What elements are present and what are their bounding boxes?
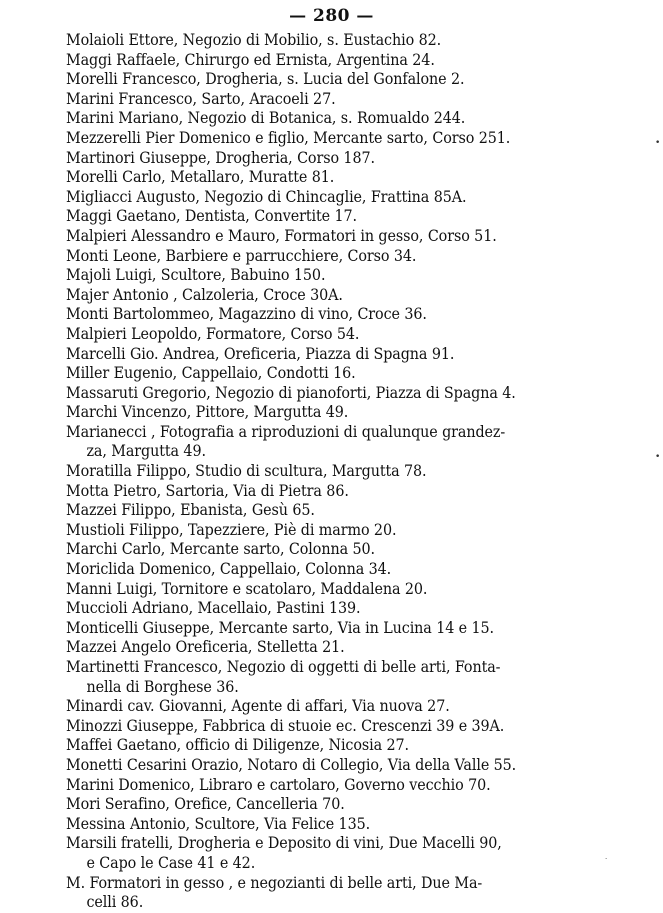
directory-entry bbox=[66, 109, 545, 129]
entry-text: Majer Antonio , Calzoleria, Croce 30A. bbox=[66, 285, 343, 304]
directory-entry bbox=[66, 168, 545, 188]
page-number: — 280 — bbox=[289, 6, 374, 26]
entry-text: Monticelli Giuseppe, Mercante sarto, Via in Lucina 14 e 15. bbox=[66, 618, 495, 637]
entry-text: Moriclida Domenico, Cappellaio, Colonna 34. bbox=[66, 560, 392, 579]
entry-text: Migliacci Augusto, Negozio di Chincaglie, Frattina 85A. bbox=[66, 187, 467, 206]
entry-continuation: celli 86. bbox=[86, 893, 144, 912]
directory-entry bbox=[66, 286, 545, 306]
directory-entry bbox=[66, 462, 545, 482]
entry-text: Malpieri Leopoldo, Formatore, Corso 54. bbox=[66, 324, 360, 343]
directory-entry bbox=[66, 776, 545, 796]
directory-entry bbox=[66, 697, 545, 717]
directory-entry bbox=[66, 149, 545, 169]
entry-text: Miller Eugenio, Cappellaio, Condotti 16. bbox=[66, 364, 356, 383]
directory-entry bbox=[66, 717, 545, 737]
entry-text: Martinori Giuseppe, Drogheria, Corso 187. bbox=[66, 148, 375, 167]
directory-entry bbox=[66, 521, 545, 541]
directory-entry bbox=[66, 638, 545, 658]
entry-text: Manni Luigi, Tornitore e scatolaro, Maddalena 20. bbox=[66, 579, 428, 598]
directory-entry bbox=[66, 247, 545, 267]
directory-entry bbox=[66, 540, 545, 560]
directory-entries bbox=[66, 31, 581, 913]
directory-entry bbox=[66, 266, 545, 286]
directory-entry bbox=[66, 384, 545, 404]
entry-text: Monti Bartolommeo, Magazzino di vino, Croce 36. bbox=[66, 305, 427, 324]
directory-entry bbox=[66, 423, 545, 462]
entry-text: Molaioli Ettore, Negozio di Mobilio, s. Eustachio 82. bbox=[66, 31, 442, 49]
entry-text: Minardi cav. Giovanni, Agente di affari, Via nuova 27. bbox=[66, 697, 450, 716]
directory-entry bbox=[66, 31, 545, 51]
entry-text: Mazzei Filippo, Ebanista, Gesù 65. bbox=[66, 501, 315, 520]
entry-text: Monetti Cesarini Orazio, Notaro di Collegio, Via della Valle 55. bbox=[66, 755, 517, 774]
entry-text: Moratilla Filippo, Studio di scultura, Margutta 78. bbox=[66, 462, 427, 481]
entry-text: Marini Domenico, Libraro e cartolaro, Governo vecchio 70. bbox=[66, 775, 491, 794]
directory-entry bbox=[66, 227, 545, 247]
directory-entry bbox=[66, 815, 545, 835]
directory-entry bbox=[66, 482, 545, 502]
directory-entry bbox=[66, 188, 545, 208]
directory-entry bbox=[66, 51, 545, 71]
directory-entry bbox=[66, 207, 545, 227]
entry-text: Mazzei Angelo Oreficeria, Stelletta 21. bbox=[66, 638, 345, 657]
directory-entry bbox=[66, 129, 545, 149]
directory-entry bbox=[66, 305, 545, 325]
directory-entry bbox=[66, 795, 545, 815]
entry-text: Motta Pietro, Sartoria, Via di Pietra 86. bbox=[66, 481, 349, 500]
entry-text: Marsili fratelli, Drogheria e Deposito di vini, Due Macelli 90, bbox=[66, 834, 502, 853]
directory-entry bbox=[66, 345, 545, 365]
directory-entry bbox=[66, 580, 545, 600]
margin-speck: • bbox=[655, 452, 661, 462]
directory-entry bbox=[66, 756, 545, 776]
entry-text: Marini Francesco, Sarto, Aracoeli 27. bbox=[66, 89, 336, 108]
directory-entry bbox=[66, 736, 545, 756]
directory-entry bbox=[66, 70, 545, 90]
directory-entry bbox=[66, 501, 545, 521]
entry-text: Monti Leone, Barbiere e parrucchiere, Corso 34. bbox=[66, 246, 417, 265]
entry-text: Martinetti Francesco, Negozio di oggetti di belle arti, Fonta- bbox=[66, 658, 501, 676]
entry-text: Maggi Gaetano, Dentista, Convertite 17. bbox=[66, 207, 357, 226]
directory-entry bbox=[66, 403, 545, 423]
entry-text: Minozzi Giuseppe, Fabbrica di stuoie ec. Crescenzi 39 e 39A. bbox=[66, 716, 505, 735]
entry-text: Marchi Vincenzo, Pittore, Margutta 49. bbox=[66, 403, 349, 422]
entry-continuation: za, Margutta 49. bbox=[86, 442, 206, 461]
entry-text: M. Formatori in gesso , e negozianti di belle arti, Due Ma- bbox=[66, 873, 483, 892]
margin-speck: · bbox=[605, 855, 608, 863]
entry-text: Maggi Raffaele, Chirurgo ed Ernista, Argentina 24. bbox=[66, 50, 435, 69]
entry-text: Morelli Carlo, Metallaro, Muratte 81. bbox=[66, 168, 335, 187]
entry-text: Mustioli Filippo, Tapezziere, Piè di marmo 20. bbox=[66, 520, 397, 539]
entry-text: Marcelli Gio. Andrea, Oreficeria, Piazza di Spagna 91. bbox=[66, 344, 455, 363]
entry-continuation: e Capo le Case 41 e 42. bbox=[86, 853, 256, 872]
directory-entry bbox=[66, 364, 545, 384]
entry-text: Muccioli Adriano, Macellaio, Pastini 139. bbox=[66, 599, 361, 618]
directory-entry bbox=[66, 560, 545, 580]
directory-entry bbox=[66, 834, 545, 873]
directory-entry bbox=[66, 325, 545, 345]
directory-entry bbox=[66, 619, 545, 639]
directory-entry bbox=[66, 658, 545, 697]
directory-entry bbox=[66, 599, 545, 619]
entry-text: Morelli Francesco, Drogheria, s. Lucia del Gonfalone 2. bbox=[66, 70, 465, 89]
entry-text: Maffei Gaetano, officio di Diligenze, Nicosia 27. bbox=[66, 736, 410, 755]
entry-text: Marianecci , Fotografia a riproduzioni di qualunque grandez- bbox=[66, 422, 506, 441]
directory-entry bbox=[66, 90, 545, 110]
entry-continuation: nella di Borghese 36. bbox=[86, 677, 239, 696]
entry-text: Majoli Luigi, Scultore, Babuino 150. bbox=[66, 266, 326, 285]
entry-text: Mori Serafino, Orefice, Cancelleria 70. bbox=[66, 795, 345, 814]
entry-text: Marchi Carlo, Mercante sarto, Colonna 50. bbox=[66, 540, 375, 559]
margin-speck: • bbox=[655, 138, 661, 148]
entry-text: Messina Antonio, Scultore, Via Felice 135. bbox=[66, 814, 371, 833]
directory-entry bbox=[66, 874, 545, 913]
entry-text: Massaruti Gregorio, Negozio di pianoforti, Piazza di Spagna 4. bbox=[66, 383, 516, 402]
entry-text: Malpieri Alessandro e Mauro, Formatori in gesso, Corso 51. bbox=[66, 226, 497, 245]
entry-text: Marini Mariano, Negozio di Botanica, s. Romualdo 244. bbox=[66, 109, 466, 128]
entry-text: Mezzerelli Pier Domenico e figlio, Mercante sarto, Corso 251. bbox=[66, 128, 511, 147]
